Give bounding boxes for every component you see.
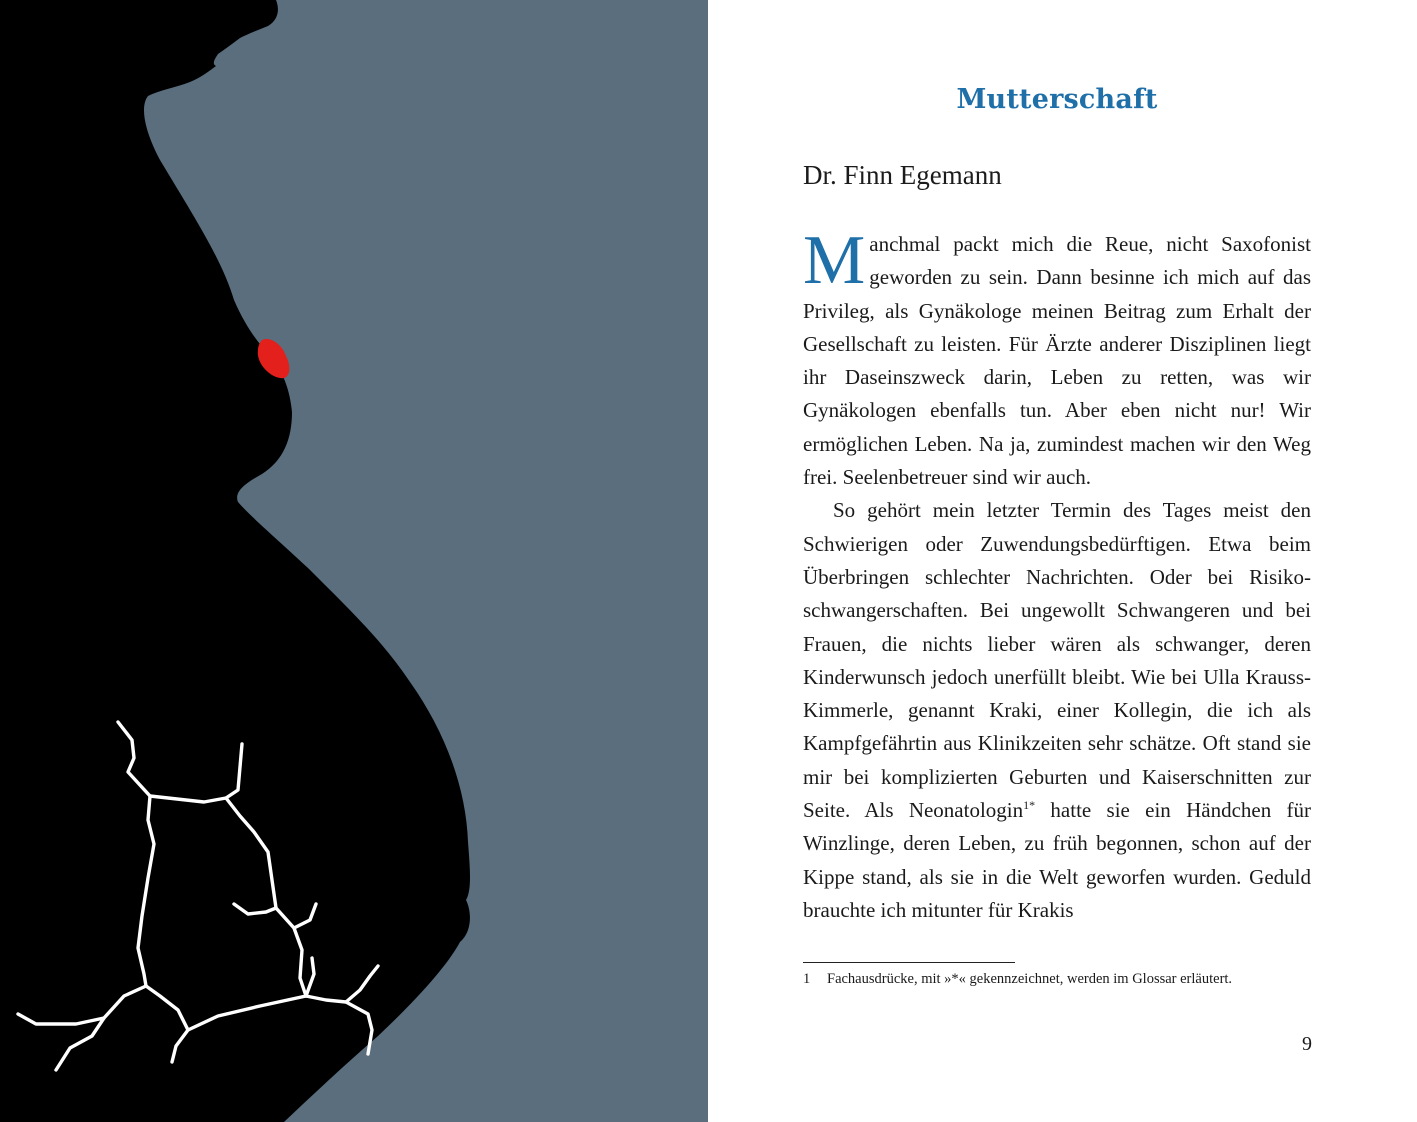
paragraph-1 — [803, 222, 1311, 494]
text-page — [708, 0, 1417, 1122]
cover-illustration — [0, 0, 708, 1122]
drop-cap: M — [803, 222, 866, 299]
chapter-body — [803, 222, 1311, 927]
paragraph-1-text: anchmal packt mich die Reue, nicht Saxofonist geworden zu sein. Dann besinne ich mich auf das Privileg, als Gynäkologe meinen Beitrag zum Erhalt der Gesellschaft zu leisten. Für Ärzte anderer Disziplinen liegt ihr Daseinszweck darin, Leben zu retten, was wir Gynäkologen ebenfalls tun. Aber eben nicht nur! Wir ermöglichen Leben. Na ja, zumindest machen wir den Weg frei. Seelenbetreuer sind wir auch. — [803, 232, 1311, 490]
silhouette-illustration — [0, 0, 708, 1122]
paragraph-2-text-after: hatte sie ein Händchen für Winzlinge, deren Leben, zu früh begonnen, schon auf der Kippe stand, als sie in die Welt geworfen wurden. Geduld brauchte ich mitunter für Krakis — [803, 798, 1311, 922]
footnote-divider — [803, 962, 1015, 963]
chapter-title: Mutterschaft — [956, 84, 1158, 115]
paragraph-2-text-before: So gehört mein letzter Termin des Tages meist den Schwierigen oder Zuwendungsbedürftigen. Etwa beim Überbringen schlechter Nachrichten. Oder bei Risikoschwangerschaften. Bei ungewollt Schwangeren und bei Frauen, die nichts lieber wären als schwanger, deren Kinderwunsch jedoch unerfüllt bleibt. Wie bei Ulla Krauss-Kimmerle, genannt Kraki, einer Kollegin, die ich als Kampfgefährtin aus Klinikzeiten sehr schätze. Oft stand sie mir bei komplizierten Geburten und Kaiserschnitten zur Seite. Als Neonatologin — [803, 498, 1311, 823]
footnote-reference[interactable]: 1* — [1023, 798, 1036, 813]
footnote-number: 1 — [803, 971, 811, 987]
paragraph-2 — [803, 494, 1311, 927]
page-number: 9 — [1302, 1033, 1312, 1055]
footnote-text: Fachausdrücke, mit »*« gekennzeichnet, werden im Glossar erläutert. — [827, 971, 1233, 987]
footnote — [803, 971, 1323, 988]
author-name: Dr. Finn Egemann — [803, 160, 1002, 190]
